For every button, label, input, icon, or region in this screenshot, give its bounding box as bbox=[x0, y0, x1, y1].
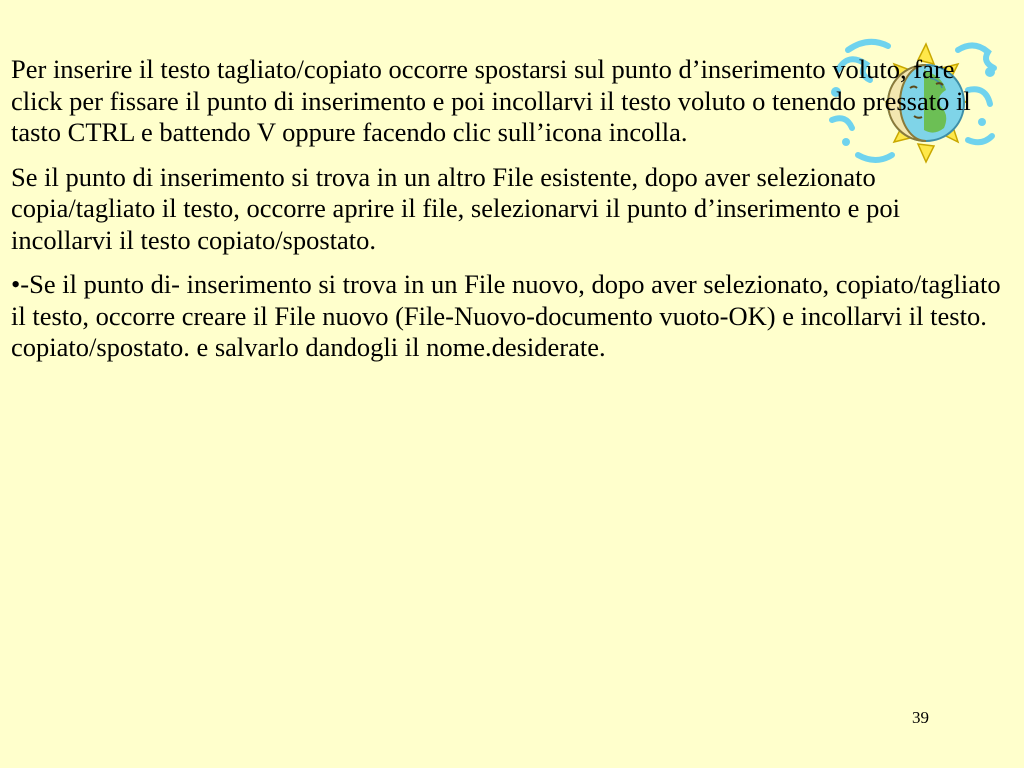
slide-body bbox=[11, 54, 1001, 377]
page-number: 39 bbox=[912, 708, 929, 727]
paragraph-paste-text: Per inserire il testo tagliato/copiato occorre spostarsi sul punto d’inserimento voluto, fare click per fissare il punto di inserimento e poi incollarvi il testo voluto o tenendo pressato il tasto CTRL e battendo V oppure facendo clic sull’icona incolla. bbox=[11, 54, 971, 147]
paragraph-new-file: •-Se il punto di- inserimento si trova in un File nuovo, dopo aver selezionato, copiato/tagliato il testo, occorre creare il File nuovo (File-Nuovo-documento vuoto-OK) e incollarvi il testo. copiato/spostato. e salvarlo dandogli il nome.desiderate. bbox=[11, 269, 1001, 362]
paragraph-existing-file: Se il punto di inserimento si trova in un altro File esistente, dopo aver selezionato copia/tagliato il testo, occorre aprire il file, selezionarvi il punto d’inserimento e poi incollarvi il testo copiato/spostato. bbox=[11, 161, 900, 255]
